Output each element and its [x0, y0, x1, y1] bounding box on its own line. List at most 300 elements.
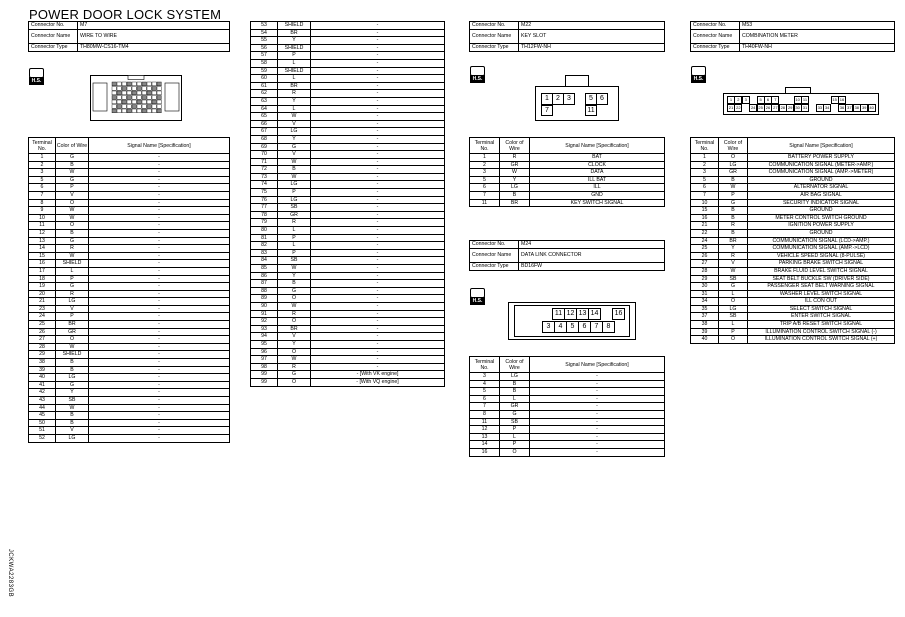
wire-color: LG: [278, 196, 311, 204]
signal-name: -: [311, 310, 445, 318]
table-row: [251, 44, 445, 52]
terminal-no: 6: [29, 184, 56, 192]
signal-name: BAT: [530, 154, 665, 162]
wire-color: L: [719, 321, 748, 329]
terminal-no: 85: [251, 265, 278, 273]
table-row: [29, 267, 230, 275]
table-row: [251, 173, 445, 181]
table-row: [29, 374, 230, 382]
table-row: [691, 214, 895, 222]
table-row: [251, 333, 445, 341]
table-row: [251, 234, 445, 242]
wire-color: G: [56, 381, 89, 389]
wire-color: LG: [56, 374, 89, 382]
signal-name: -: [89, 381, 230, 389]
table-row: [691, 275, 895, 283]
pin-cell: 16: [839, 97, 845, 102]
connector-no-label: Connector No.: [691, 22, 740, 30]
table-row: [29, 336, 230, 344]
wire-color: W: [500, 169, 530, 177]
wire-color: Y: [278, 340, 311, 348]
pin-cell: 2: [734, 96, 742, 104]
table-row: [251, 280, 445, 288]
wire-color: Y: [278, 272, 311, 280]
table-row: [470, 154, 665, 162]
table-row: [251, 166, 445, 174]
table-row: [251, 318, 445, 326]
table-row: [691, 267, 895, 275]
table-row: [29, 404, 230, 412]
signal-name: GROUND: [748, 207, 895, 215]
table-row: [470, 373, 665, 381]
terminal-no: 3: [29, 169, 56, 177]
m53-header: [690, 21, 895, 52]
pin-cell: 30: [795, 105, 800, 110]
terminal-no: 7: [691, 191, 719, 199]
wire-color: P: [56, 313, 89, 321]
wire-color: O: [278, 348, 311, 356]
terminal-no: 55: [251, 37, 278, 45]
table-row: [251, 211, 445, 219]
wire-color: R: [719, 252, 748, 260]
terminal-no: 54: [251, 29, 278, 37]
wire-color: G: [56, 283, 89, 291]
wire-color: B: [278, 280, 311, 288]
table-row: [29, 184, 230, 192]
terminal-no: 89: [251, 295, 278, 303]
terminal-no: 30: [691, 283, 719, 291]
wire-color: B: [56, 359, 89, 367]
signal-name: -: [530, 418, 665, 426]
pin-cell: [749, 96, 755, 102]
pin-cell: 3: [542, 321, 555, 333]
signal-name: -: [311, 113, 445, 121]
wire-color: W: [719, 267, 748, 275]
wire-color: LG: [278, 128, 311, 136]
terminal-no: 9: [29, 207, 56, 215]
table-row: [691, 154, 895, 162]
color-of-wire-header: Color of Wire: [56, 138, 89, 154]
signal-name: COMMUNICATION SIGNAL (AMP.->METER): [748, 169, 895, 177]
table-row: [251, 67, 445, 75]
signal-name: -: [89, 374, 230, 382]
wire-color: SB: [278, 204, 311, 212]
terminal-no: 13: [470, 433, 500, 441]
pin-cell: 22: [736, 105, 741, 110]
signal-name: -: [311, 90, 445, 98]
terminal-no: 69: [251, 143, 278, 151]
wire-color: V: [278, 151, 311, 159]
terminal-no: 7: [29, 191, 56, 199]
signal-name: - [With VQ engine]: [311, 378, 445, 386]
wire-color: LG: [56, 298, 89, 306]
table-row: [691, 298, 895, 306]
table-row: [29, 260, 230, 268]
wire-color: B: [56, 161, 89, 169]
terminal-no: 19: [29, 283, 56, 291]
terminal-no: 42: [29, 389, 56, 397]
wire-color: R: [278, 219, 311, 227]
table-row: [251, 272, 445, 280]
signal-name: ILL BAT: [530, 176, 665, 184]
signal-name: -: [530, 426, 665, 434]
m7-connector-name: WIRE TO WIRE: [78, 30, 230, 44]
document-code: JCKWA2283GB: [7, 548, 14, 598]
terminal-no: 11: [29, 222, 56, 230]
table-row: [29, 161, 230, 169]
signal-name: BATTERY POWER SUPPLY: [748, 154, 895, 162]
table-row: [251, 325, 445, 333]
pin-cell: 7: [771, 96, 779, 104]
terminal-no: 16: [691, 214, 719, 222]
table-row: [470, 403, 665, 411]
terminal-no: 74: [251, 181, 278, 189]
connector-type-label: Connector Type: [470, 44, 519, 52]
signal-name: -: [530, 433, 665, 441]
signal-name: -: [89, 161, 230, 169]
terminal-no: 12: [470, 426, 500, 434]
terminal-no: 92: [251, 318, 278, 326]
m24-terminal-table: [469, 356, 665, 457]
terminal-no: 23: [29, 305, 56, 313]
terminal-no: 83: [251, 249, 278, 257]
pin-cell: 6: [596, 93, 608, 105]
wire-color: LG: [56, 434, 89, 442]
table-row: [29, 283, 230, 291]
wire-color: SB: [278, 257, 311, 265]
signal-name: -: [89, 252, 230, 260]
table-row: [29, 366, 230, 374]
table-row: [691, 191, 895, 199]
m24-connector-name: DATA LINK CONNECTOR: [519, 249, 665, 263]
signal-name: -: [311, 158, 445, 166]
wire-color: GR: [500, 403, 530, 411]
wire-color: V: [56, 427, 89, 435]
terminal-no: 40: [691, 336, 719, 344]
wire-color: BR: [278, 82, 311, 90]
terminal-no: 52: [29, 434, 56, 442]
table-row: [470, 448, 665, 456]
signal-name: COMMUNICATION SIGNAL (METER->AMP.): [748, 161, 895, 169]
wire-color: SB: [500, 418, 530, 426]
table-row: [470, 441, 665, 449]
table-row: [29, 237, 230, 245]
signal-name: ILL CON OUT: [748, 298, 895, 306]
table-row: [470, 380, 665, 388]
signal-name: -: [89, 283, 230, 291]
pin-cell: 40: [869, 105, 874, 110]
wire-color: B: [56, 412, 89, 420]
wire-color: W: [56, 252, 89, 260]
wire-color: L: [278, 242, 311, 250]
table-row: [251, 227, 445, 235]
terminal-no: 1: [470, 154, 500, 162]
signal-name: GROUND: [748, 176, 895, 184]
pin-cell: 33: [817, 105, 823, 110]
table-row: [29, 207, 230, 215]
wire-color: P: [719, 328, 748, 336]
table-row: [470, 176, 665, 184]
terminal-no: 67: [251, 128, 278, 136]
wire-color: LG: [278, 181, 311, 189]
wire-color: W: [56, 404, 89, 412]
terminal-no: 2: [29, 161, 56, 169]
pin-cell: 5: [566, 321, 579, 333]
pin-cell: 1: [541, 93, 553, 105]
table-row: [691, 313, 895, 321]
wire-color: P: [278, 189, 311, 197]
signal-name: -: [311, 257, 445, 265]
signal-name: -: [89, 214, 230, 222]
terminal-no: 65: [251, 113, 278, 121]
table-row: [251, 97, 445, 105]
terminal-no: 94: [251, 333, 278, 341]
page-title: POWER DOOR LOCK SYSTEM: [29, 7, 222, 22]
wire-color: P: [500, 426, 530, 434]
terminal-no: 62: [251, 90, 278, 98]
signal-name: METER CONTROL SWITCH GROUND: [748, 214, 895, 222]
wire-color: G: [56, 154, 89, 162]
wire-color: B: [719, 176, 748, 184]
terminal-no: 6: [470, 184, 500, 192]
table-row: [691, 252, 895, 260]
table-row: [251, 340, 445, 348]
signal-name: TRIP A/B RESET SWITCH SIGNAL: [748, 321, 895, 329]
terminal-no: 80: [251, 227, 278, 235]
signal-name: -: [89, 191, 230, 199]
signal-name: ALTERNATOR SIGNAL: [748, 184, 895, 192]
wire-color: Y: [56, 389, 89, 397]
pin-cell: 3: [742, 96, 750, 104]
terminal-no: 63: [251, 97, 278, 105]
signal-name: -: [89, 184, 230, 192]
wire-color: Y: [719, 245, 748, 253]
table-row: [251, 82, 445, 90]
terminal-no: 86: [251, 272, 278, 280]
table-row: [691, 169, 895, 177]
wire-color: W: [56, 343, 89, 351]
terminal-no: 51: [29, 427, 56, 435]
wire-color: SB: [719, 313, 748, 321]
terminal-no: 22: [691, 229, 719, 237]
wire-color: V: [278, 120, 311, 128]
terminal-no: 87: [251, 280, 278, 288]
signal-name: -: [89, 404, 230, 412]
table-row: [251, 189, 445, 197]
table-row: [29, 328, 230, 336]
signal-name: SECURITY INDICATOR SIGNAL: [748, 199, 895, 207]
terminal-no: 95: [251, 340, 278, 348]
terminal-no: 27: [691, 260, 719, 268]
terminal-no: 15: [29, 252, 56, 260]
table-row: [691, 207, 895, 215]
terminal-no: 35: [691, 305, 719, 313]
signal-name: -: [311, 242, 445, 250]
wire-color: B: [719, 229, 748, 237]
table-row: [470, 426, 665, 434]
terminal-no: 68: [251, 135, 278, 143]
wire-color: W: [278, 158, 311, 166]
table-row: [29, 222, 230, 230]
terminal-no: 24: [29, 313, 56, 321]
signal-name: -: [311, 318, 445, 326]
m24-hs-icon: H.S.: [470, 288, 484, 305]
wire-color: O: [719, 154, 748, 162]
terminal-no: 10: [691, 199, 719, 207]
signal-name: GND: [530, 191, 665, 199]
signal-name: IGNITION POWER SUPPLY: [748, 222, 895, 230]
wire-color: R: [278, 310, 311, 318]
terminal-no: 2: [470, 161, 500, 169]
terminal-no: 24: [691, 237, 719, 245]
m22-terminal-table: [469, 137, 665, 207]
terminal-no: 39: [691, 328, 719, 336]
table-row: [470, 169, 665, 177]
terminal-no-header: Terminal No.: [470, 138, 500, 154]
signal-name: -: [311, 287, 445, 295]
table-row: [251, 59, 445, 67]
wire-color: G: [278, 143, 311, 151]
terminal-no: 7: [470, 403, 500, 411]
pin-cell: [552, 105, 562, 114]
pin-cell: 4: [554, 321, 567, 333]
table-row: [29, 412, 230, 420]
table-row: [470, 433, 665, 441]
signal-name: -: [89, 237, 230, 245]
wire-color: L: [278, 59, 311, 67]
terminal-no: 7: [470, 191, 500, 199]
signal-name-header: Signal Name [Specification]: [748, 138, 895, 154]
wire-color: GR: [278, 211, 311, 219]
signal-name: -: [311, 143, 445, 151]
signal-name: VEHICLE SPEED SIGNAL (8-PULSE): [748, 252, 895, 260]
wire-color: P: [278, 52, 311, 60]
pin-cell: 27: [773, 105, 778, 110]
wire-color: W: [56, 214, 89, 222]
wire-color: L: [719, 290, 748, 298]
signal-name: -: [530, 380, 665, 388]
wire-color: B: [56, 229, 89, 237]
signal-name: -: [311, 120, 445, 128]
signal-name: -: [89, 313, 230, 321]
signal-name: -: [89, 222, 230, 230]
wire-color: V: [56, 305, 89, 313]
signal-name: -: [311, 211, 445, 219]
table-row: [251, 143, 445, 151]
terminal-no: 16: [470, 448, 500, 456]
wire-color: SHIELD: [278, 22, 311, 30]
terminal-no: 5: [691, 176, 719, 184]
pin-cell: [742, 104, 748, 110]
table-row: [251, 22, 445, 30]
terminal-no: 21: [29, 298, 56, 306]
pin-cell: 25: [758, 105, 763, 110]
terminal-no: 8: [470, 410, 500, 418]
wire-color: G: [278, 371, 311, 379]
m7-connector-no: M7: [78, 22, 230, 30]
terminal-no: 53: [251, 22, 278, 30]
table-row: [251, 242, 445, 250]
pin-cell: 5: [585, 93, 597, 105]
terminal-no: 4: [470, 380, 500, 388]
wire-color: L: [278, 75, 311, 83]
signal-name: -: [311, 356, 445, 364]
table-row: [470, 191, 665, 199]
terminal-no: 98: [251, 363, 278, 371]
wire-color: L: [278, 105, 311, 113]
terminal-no: 97: [251, 356, 278, 364]
m53-terminal-table: [690, 137, 895, 344]
terminal-no: 56: [251, 44, 278, 52]
wire-color: G: [719, 283, 748, 291]
table-row: [691, 161, 895, 169]
wire-color: L: [500, 395, 530, 403]
signal-name: -: [89, 321, 230, 329]
pin-cell: [779, 96, 785, 102]
signal-name: -: [311, 196, 445, 204]
signal-name: -: [311, 105, 445, 113]
wire-color: R: [56, 290, 89, 298]
signal-name: -: [311, 302, 445, 310]
table-row: [251, 37, 445, 45]
table-row: [251, 356, 445, 364]
terminal-no: 18: [29, 275, 56, 283]
wire-color: P: [56, 184, 89, 192]
signal-name: GROUND: [748, 229, 895, 237]
table-row: [29, 169, 230, 177]
m22-connector-no: M22: [519, 22, 665, 30]
wire-color: W: [278, 173, 311, 181]
m53-hs-icon: H.S.: [691, 66, 705, 83]
terminal-no: 15: [691, 207, 719, 215]
signal-name: - [With VK engine]: [311, 371, 445, 379]
table-row: [691, 260, 895, 268]
signal-name: AIR BAG SIGNAL: [748, 191, 895, 199]
signal-name: -: [311, 227, 445, 235]
terminal-no: 11: [470, 418, 500, 426]
pin-cell: 6: [764, 96, 772, 104]
terminal-no: 82: [251, 242, 278, 250]
terminal-no: 2: [691, 161, 719, 169]
terminal-no: 64: [251, 105, 278, 113]
signal-name: -: [89, 359, 230, 367]
signal-name: -: [89, 419, 230, 427]
wire-color: P: [278, 234, 311, 242]
terminal-no: 41: [29, 381, 56, 389]
table-row: [251, 310, 445, 318]
color-of-wire-header: Color of Wire: [500, 357, 530, 373]
terminal-no: 90: [251, 302, 278, 310]
pin-cell: 29: [787, 105, 793, 110]
wire-color: O: [56, 336, 89, 344]
m22-hs-icon: H.S.: [470, 66, 484, 83]
table-row: [470, 161, 665, 169]
table-row: [251, 75, 445, 83]
signal-name: ILLUMINATION CONTROL SWITCH SIGNAL (-): [748, 328, 895, 336]
wire-color: SHIELD: [278, 44, 311, 52]
terminal-no: 6: [691, 184, 719, 192]
signal-name: -: [311, 265, 445, 273]
signal-name: -: [530, 388, 665, 396]
terminal-no-header: Terminal No.: [691, 138, 719, 154]
signal-name: -: [311, 249, 445, 257]
pin-cell: [563, 105, 573, 114]
signal-name: -: [89, 176, 230, 184]
terminal-no: 28: [691, 267, 719, 275]
pin-cell: 38: [854, 105, 860, 110]
signal-name: COMMUNICATION SIGNAL (LCD->AMP.): [748, 237, 895, 245]
pin-cell: [816, 96, 822, 102]
